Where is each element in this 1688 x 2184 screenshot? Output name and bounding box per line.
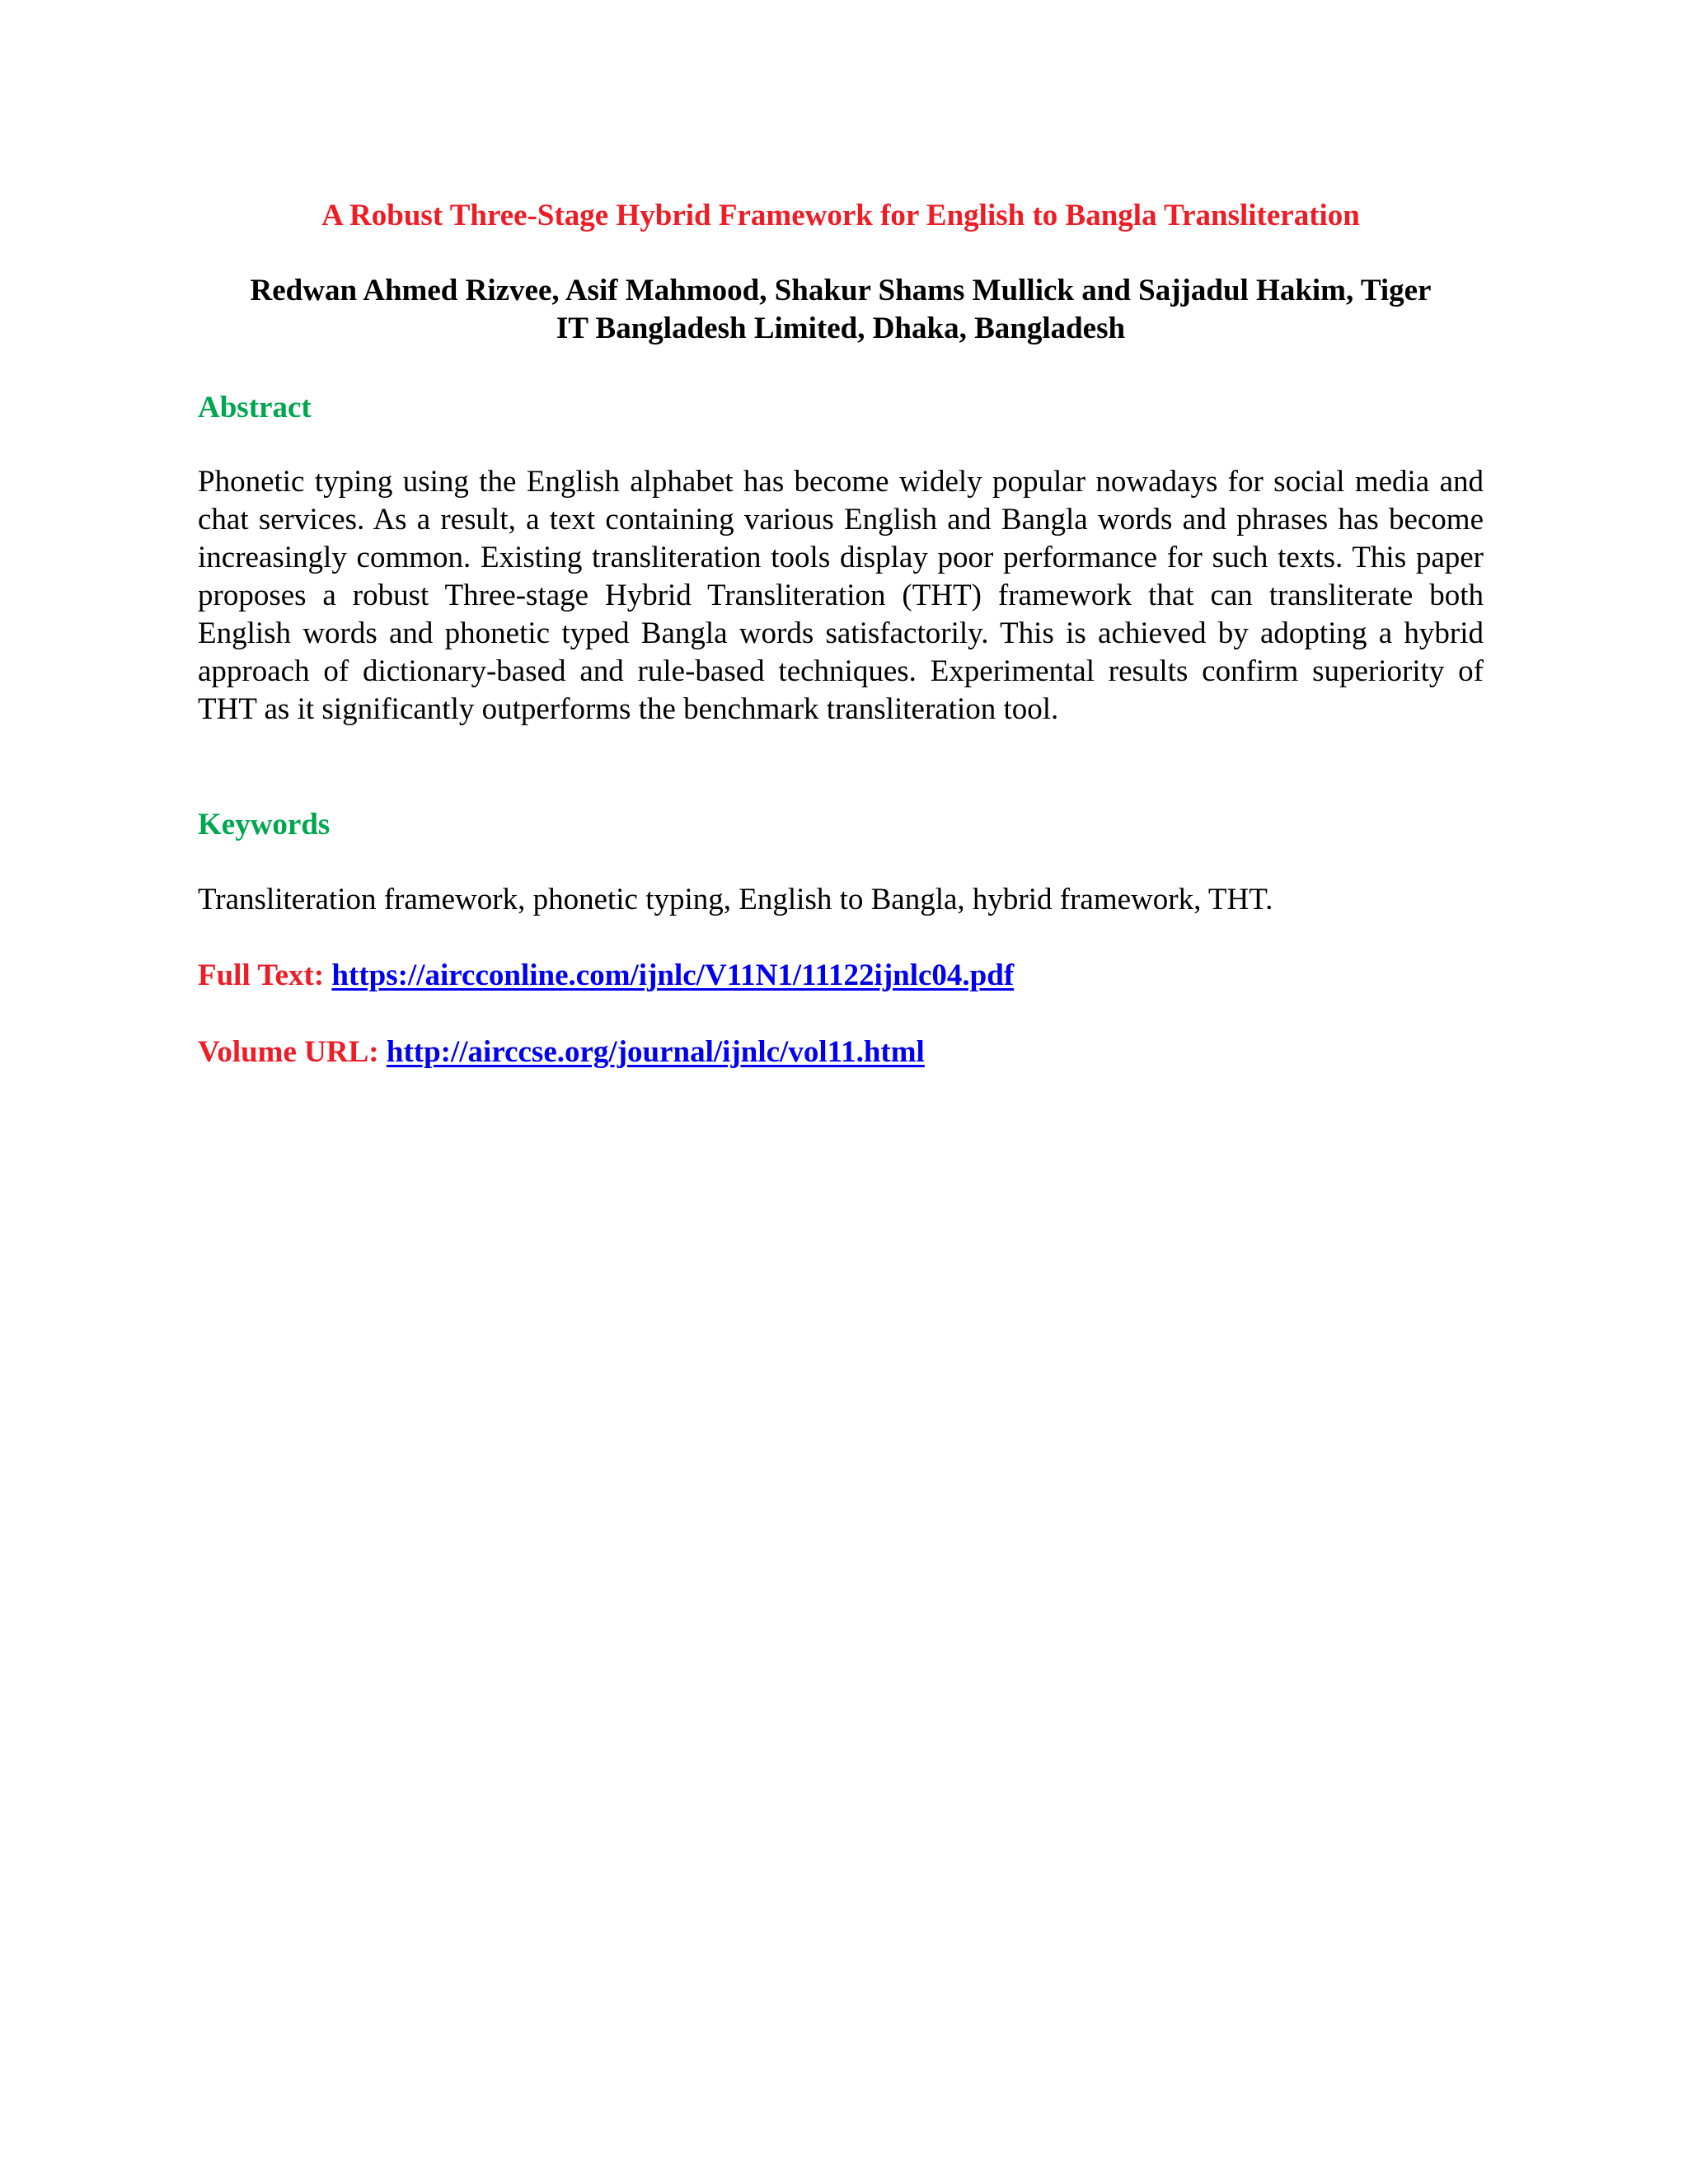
- abstract-text: Phonetic typing using the English alphabet has become widely popular nowadays for social media and chat services. As a result, a text containing various English and Bangla words and phrases has become increasingly common. Existing transliteration tools display poor performance for such texts. This paper proposes a robust Three-stage Hybrid Transliteration (THT) framework that can transliterate both English words and phonetic typed Bangla words satisfactorily. This is achieved by adopting a hybrid approach of dictionary-based and rule-based techniques. Experimental results confirm superiority of THT as it significantly outperforms the benchmark transliteration tool.: [198, 465, 1484, 726]
- paper-title: A Robust Three-Stage Hybrid Framework for English to Bangla Transliteration: [321, 199, 1360, 232]
- keywords-heading: Keywords: [198, 808, 331, 841]
- volume-url-label: Volume URL:: [198, 1035, 379, 1069]
- keywords-text: Transliteration framework, phonetic typing, English to Bangla, hybrid framework, THT.: [198, 883, 1273, 916]
- full-text-line: [198, 955, 1014, 996]
- volume-url-line: [198, 1032, 925, 1073]
- abstract-heading: Abstract: [198, 391, 312, 424]
- author-affiliation: [198, 272, 1484, 348]
- authors-line-1: Redwan Ahmed Rizvee, Asif Mahmood, Shakur Shams Mullick and Sajjadul Hakim, Tiger: [250, 274, 1432, 307]
- authors-line-2: IT Bangladesh Limited, Dhaka, Bangladesh: [556, 312, 1126, 345]
- volume-url-link[interactable]: http://airccse.org/journal/ijnlc/vol11.html: [386, 1035, 925, 1069]
- full-text-label: Full Text:: [198, 958, 325, 992]
- full-text-link[interactable]: https://aircconline.com/ijnlc/V11N1/11122ijnlc04.pdf: [331, 958, 1015, 992]
